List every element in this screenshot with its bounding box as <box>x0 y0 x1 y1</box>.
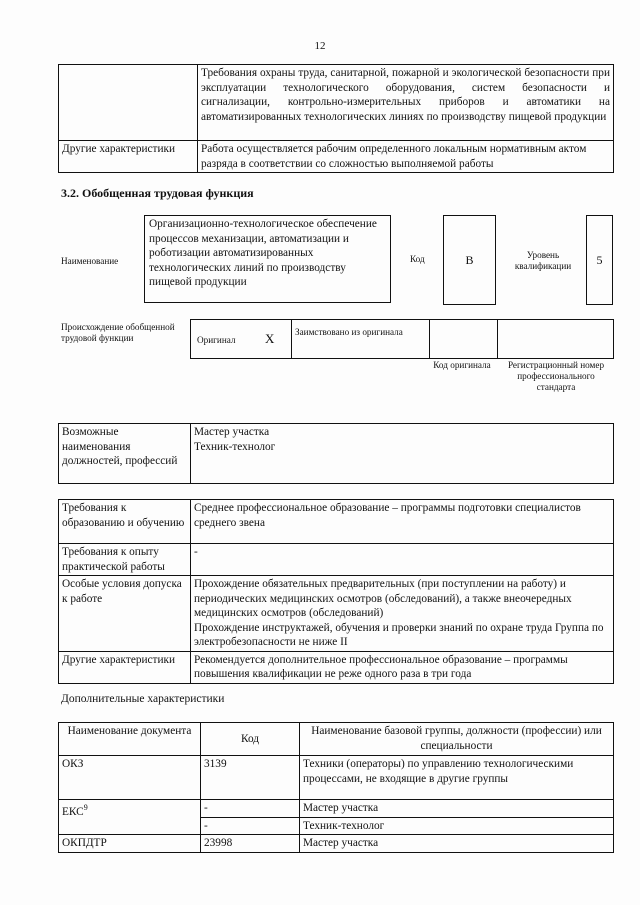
other-value: Рекомендуется дополнительное профессиональное образование – программы повышения квалификации не реже одного раза в три года <box>191 651 614 683</box>
level-label: Уровень квалификации <box>514 250 572 271</box>
eks-name-2: Техник-технолог <box>300 817 614 835</box>
origin-divider-1 <box>291 320 292 358</box>
special-conditions-value: Прохождение обязательных предварительных (при поступлении на работу) и периодических медицинских осмотров (обследований), а также внеочередных медицинских осмотров (обследований) <box>194 578 572 619</box>
top-table-empty-cell <box>59 65 198 141</box>
okz-name: Техники (операторы) по управлению технологическими процессами, не входящие в другие группы <box>300 756 614 800</box>
okpdtr-code: 23998 <box>201 835 300 853</box>
original-label: Оригинал <box>197 335 236 345</box>
origin-divider-3 <box>497 320 498 358</box>
additional-title: Дополнительные характеристики <box>61 693 225 705</box>
code-label: Код <box>410 254 425 264</box>
okpdtr-doc: ОКПДТР <box>59 835 201 853</box>
position-item: Техник-технолог <box>194 440 276 453</box>
eks-footnote: 9 <box>83 803 88 812</box>
positions-label: Возможные наименования должностей, профессий <box>59 424 191 484</box>
header-document: Наименование документа <box>59 723 201 756</box>
original-mark: X <box>265 331 275 346</box>
safety-requirements-text: Требования охраны труда, санитарной, пожарной и экологической безопасности при эксплуатации технологического оборудования, систем безопасности и сигнализации, контрольно-измерительных приборов и автоматики на автоматизированных технологических линиях по производству пищевой продукции <box>198 65 614 141</box>
reg-number-caption: Регистрационный номер профессионального стандарта <box>507 360 605 392</box>
page-number: 12 <box>314 40 326 52</box>
code-original-caption: Код оригинала <box>433 360 491 370</box>
section-title: 3.2. Обобщенная трудовая функция <box>61 186 254 200</box>
requirements-table <box>58 499 614 684</box>
position-item: Мастер участка <box>194 426 270 438</box>
origin-label: Происхождение обобщенной трудовой функции <box>61 322 175 343</box>
header-name: Наименование базовой группы, должности (профессии) или специальности <box>300 723 614 756</box>
eks-name-1: Мастер участка <box>300 800 614 818</box>
okz-code: 3139 <box>201 756 300 800</box>
special-conditions-label: Особые условия допуска к работе <box>59 576 191 652</box>
origin-box <box>190 319 614 359</box>
additional-table <box>58 722 614 853</box>
borrowed-label: Заимствовано из оригинала <box>295 327 403 337</box>
eks-doc-text: ЕКС <box>62 805 84 818</box>
name-label: Наименование <box>61 256 119 266</box>
okz-doc: ОКЗ <box>59 756 201 800</box>
code-value-box: B <box>443 215 496 305</box>
level-value-box: 5 <box>586 215 613 305</box>
education-label: Требования к образованию и обучению <box>59 500 191 544</box>
origin-divider-2 <box>429 320 430 358</box>
education-value: Среднее профессиональное образование – программы подготовки специалистов среднего звена <box>191 500 614 544</box>
header-code: Код <box>201 723 300 756</box>
okpdtr-name: Мастер участка <box>300 835 614 853</box>
eks-code-1: - <box>201 800 300 818</box>
eks-code-2: - <box>201 817 300 835</box>
function-name-box: Организационно-технологическое обеспечение процессов механизации, автоматизации и роботизации автоматизированных технологических линий по производству пищевой продукции <box>144 215 391 303</box>
top-table <box>58 64 614 173</box>
other-characteristics-label: Другие характеристики <box>59 141 198 173</box>
eks-doc <box>59 800 201 835</box>
other-characteristics-text: Работа осуществляется рабочим определенного локальным нормативным актом разряда в соответствии со сложностью выполняемой работы <box>198 141 614 173</box>
special-conditions-value-2: Прохождение инструктажей, обучения и проверки знаний по охране труда Группа по электробезопасности не ниже II <box>194 621 604 648</box>
experience-value: - <box>191 544 614 576</box>
experience-label: Требования к опыту практической работы <box>59 544 191 576</box>
positions-table <box>58 423 614 484</box>
other-label: Другие характеристики <box>59 651 191 683</box>
